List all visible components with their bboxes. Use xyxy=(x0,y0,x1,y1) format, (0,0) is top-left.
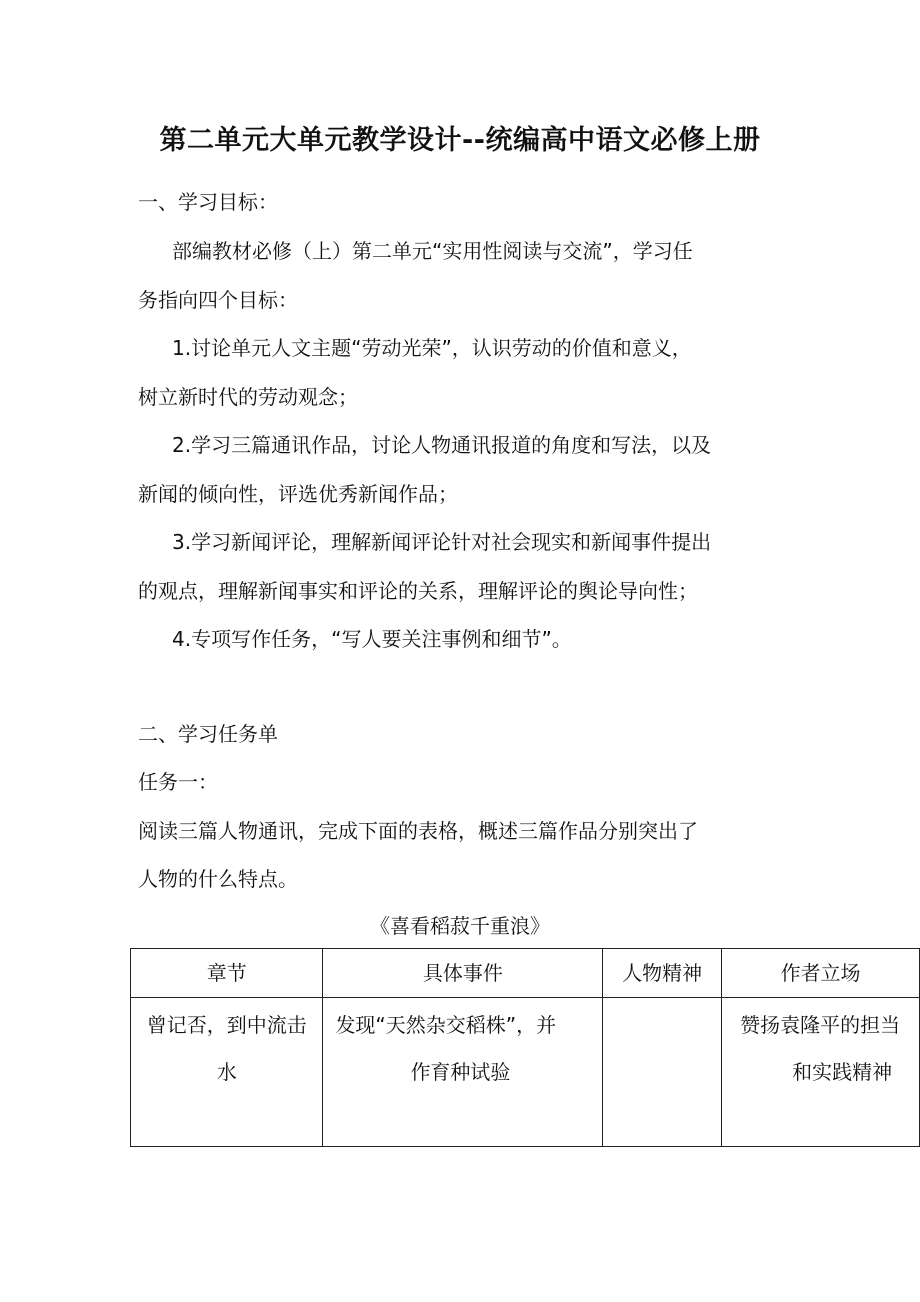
goal-1-line-2: 树立新时代的劳动观念； xyxy=(138,385,358,409)
table-header-cell: 作者立场 xyxy=(722,949,920,998)
task-description-line-2: 人物的什么特点。 xyxy=(138,867,298,891)
intro-line-1: 部编教材必修（上）第二单元“实用性阅读与交流”，学习任 xyxy=(172,239,693,263)
intro-line-2: 务指向四个目标： xyxy=(138,288,298,312)
event-text-line-1: 发现“天然杂交稻株”，并 xyxy=(335,1013,557,1037)
document-title: 第二单元大单元教学设计--统编高中语文必修上册 xyxy=(159,125,761,156)
table-header-cell: 人物精神 xyxy=(603,949,722,998)
goal-3-line-1: 3.学习新闻评论，理解新闻评论针对社会现实和新闻事件提出 xyxy=(172,530,712,554)
event-text-line-2: 作育种试验 xyxy=(410,1060,511,1084)
task-table xyxy=(130,948,920,1147)
goal-4-line: 4.专项写作任务，“写人要关注事例和细节”。 xyxy=(172,627,572,651)
goal-1-line-1: 1.讨论单元人文主题“劳动光荣”，认识劳动的价值和意义， xyxy=(172,336,692,360)
table-header-cell: 章节 xyxy=(131,949,323,998)
section-heading-goals: 一、学习目标： xyxy=(138,190,278,214)
task-label: 任务一： xyxy=(138,770,218,794)
table-header-row xyxy=(131,949,920,998)
chapter-text-line-2: 水 xyxy=(216,1060,237,1084)
section-heading-tasks: 二、学习任务单 xyxy=(138,722,278,746)
table-header-cell: 具体事件 xyxy=(323,949,603,998)
task-description-line-1: 阅读三篇人物通讯，完成下面的表格，概述三篇作品分别突出了 xyxy=(138,819,698,843)
goal-3-line-2: 的观点，理解新闻事实和评论的关系，理解评论的舆论导向性； xyxy=(138,579,698,603)
spirit-cell xyxy=(603,998,722,1147)
goal-2-line-1: 2.学习三篇通讯作品，讨论人物通讯报道的角度和写法，以及 xyxy=(172,433,712,457)
stance-cell xyxy=(722,998,920,1147)
table-row xyxy=(131,998,920,1147)
table-caption: 《喜看稻菽千重浪》 xyxy=(370,914,550,938)
event-cell xyxy=(323,998,603,1147)
stance-text-line-2: 和实践精神 xyxy=(792,1060,893,1084)
chapter-cell xyxy=(131,998,323,1147)
stance-text-line-1: 赞扬袁隆平的担当 xyxy=(740,1013,901,1037)
goal-2-line-2: 新闻的倾向性，评选优秀新闻作品； xyxy=(138,482,458,506)
chapter-text-line-1: 曾记否，到中流击 xyxy=(146,1013,307,1037)
